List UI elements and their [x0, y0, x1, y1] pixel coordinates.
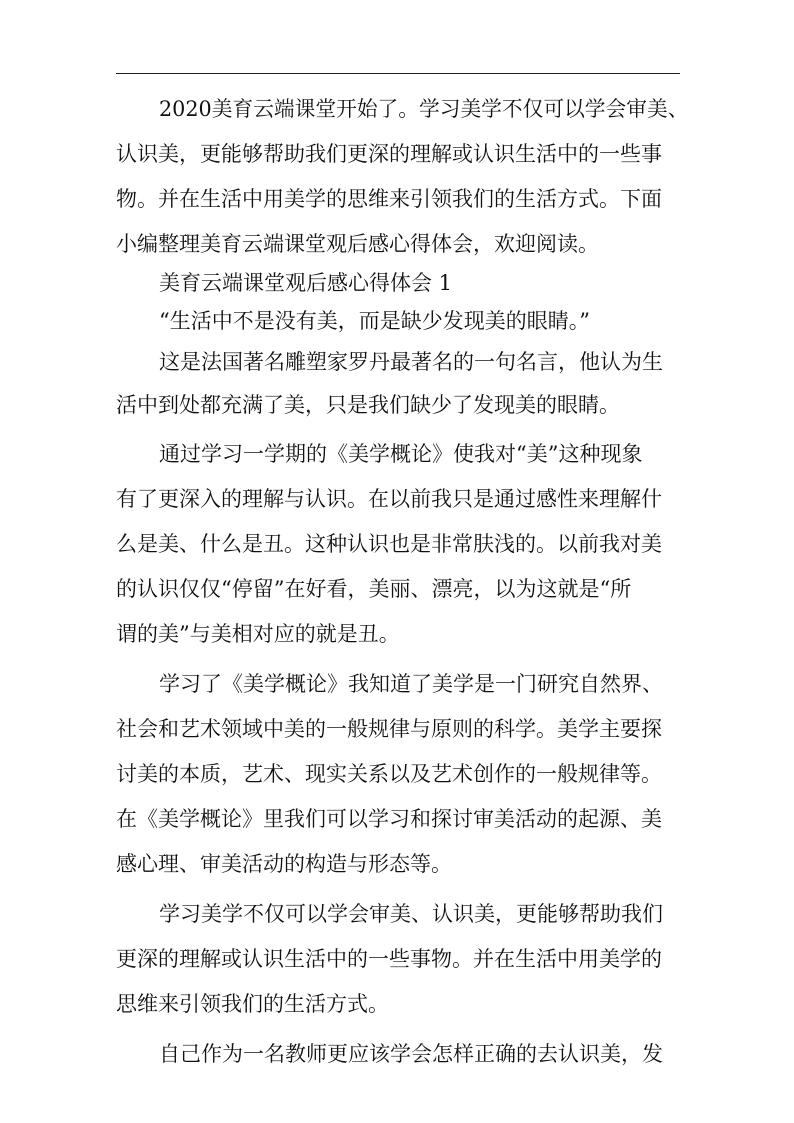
- text-line: 通过学习一学期的《美学概论》使我对“美”这种现象: [159, 442, 643, 466]
- text-line: 社会和艺术领域中美的一般规律与原则的科学。美学主要探: [116, 717, 662, 741]
- text-line: 谓的美”与美相对应的就是丑。: [116, 622, 400, 646]
- text-line: 自己作为一名教师更应该学会怎样正确的去认识美，发: [159, 1042, 663, 1066]
- text-line: 物。并在生活中用美学的思维来引领我们的生活方式。下面: [116, 187, 662, 211]
- text-line: 思维来引领我们的生活方式。: [116, 992, 389, 1016]
- quote-line: “生活中不是没有美，而是缺少发现美的眼睛。”: [159, 309, 590, 333]
- text-line: 么是美、什么是丑。这种认识也是非常肤浅的。以前我对美: [116, 532, 662, 556]
- header-rule: [116, 73, 680, 74]
- text-line: 感心理、审美活动的构造与形态等。: [116, 852, 452, 876]
- text-line: 学习了《美学概论》我知道了美学是一门研究自然界、: [159, 672, 663, 696]
- text-line: 认识美，更能够帮助我们更深的理解或认识生活中的一些事: [116, 142, 662, 166]
- text-line: 2020美育云端课堂开始了。学习美学不仅可以学会审美、: [159, 97, 689, 121]
- text-line: 学习美学不仅可以学会审美、认识美，更能够帮助我们: [159, 902, 663, 926]
- text-line: 更深的理解或认识生活中的一些事物。并在生活中用美学的: [116, 947, 662, 971]
- text-line: 讨美的本质，艺术、现实关系以及艺术创作的一般规律等。: [116, 762, 662, 786]
- text-line: 小编整理美育云端课堂观后感心得体会，欢迎阅读。: [116, 232, 599, 256]
- text-line: 这是法国著名雕塑家罗丹最著名的一句名言，他认为生: [159, 350, 663, 374]
- section-heading: 美育云端课堂观后感心得体会 1: [159, 271, 453, 295]
- text-line: 在《美学概论》里我们可以学习和探讨审美活动的起源、美: [116, 807, 662, 831]
- text-line: 有了更深入的理解与认识。在以前我只是通过感性来理解什: [116, 487, 662, 511]
- text-line: 活中到处都充满了美，只是我们缺少了发现美的眼睛。: [116, 393, 620, 417]
- text-line: 的认识仅仅“停留”在好看，美丽、漂亮，以为这就是“所: [116, 577, 632, 601]
